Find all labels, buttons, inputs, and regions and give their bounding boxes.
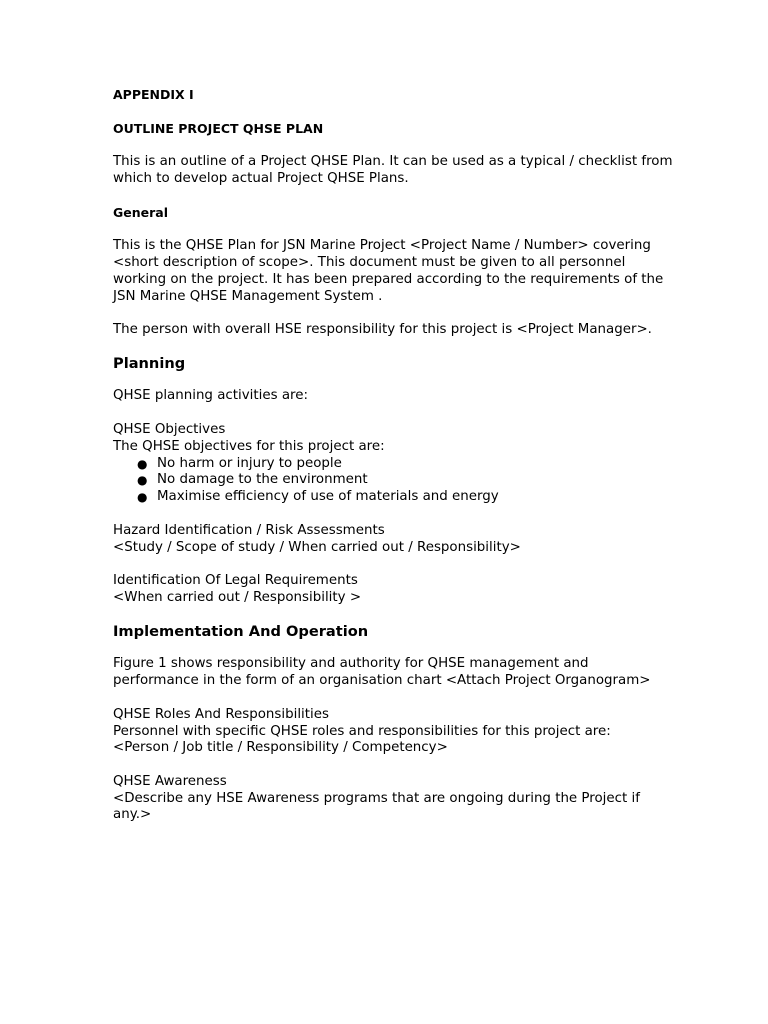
bullet-icon: ● — [137, 473, 148, 488]
list-item-text: No damage to the environment — [157, 472, 368, 488]
list-item — [113, 489, 673, 506]
list-item — [113, 472, 673, 489]
roles-format: <Person / Job title / Responsibility / Competency> — [113, 740, 448, 756]
implementation-paragraph: Figure 1 shows responsibility and authority for QHSE management and performance in the form of an organisation chart <Attach Project Organogram> — [113, 656, 651, 689]
implementation-heading: Implementation And Operation — [113, 622, 369, 640]
list-item-text: No harm or injury to people — [157, 455, 342, 471]
bullet-icon: ● — [137, 456, 148, 471]
objectives-intro: The QHSE objectives for this project are: — [113, 438, 385, 454]
hazard-title: Hazard Identification / Risk Assessments — [113, 522, 385, 538]
list-item — [113, 456, 673, 473]
intro-paragraph: This is an outline of a Project QHSE Plan. It can be used as a typical / checklist from which to develop actual Project QHSE Plans. — [113, 154, 673, 186]
roles-text: Personnel with specific QHSE roles and responsibilities for this project are: — [113, 723, 611, 739]
bullet-icon: ● — [137, 490, 148, 505]
awareness-title: QHSE Awareness — [113, 773, 227, 789]
general-heading: General — [113, 204, 168, 220]
objectives-title: QHSE Objectives — [113, 422, 226, 438]
planning-intro: QHSE planning activities are: — [113, 388, 308, 404]
planning-heading: Planning — [113, 354, 186, 372]
document-body — [113, 87, 673, 824]
appendix-label: APPENDIX I — [113, 87, 194, 102]
legal-text: <When carried out / Responsibility > — [113, 590, 362, 606]
responsibility-paragraph: The person with overall HSE responsibility for this project is <Project Manager>. — [113, 322, 652, 338]
objectives-list — [113, 456, 673, 506]
awareness-text: <Describe any HSE Awareness programs that are ongoing during the Project if any.> — [113, 790, 640, 823]
list-item-text: Maximise efficiency of use of materials and energy — [157, 489, 499, 505]
roles-title: QHSE Roles And Responsibilities — [113, 706, 329, 722]
general-paragraph: This is the QHSE Plan for JSN Marine Project <Project Name / Number> covering <short description of scope>. This document must be given to all personnel working on the project. It has been prepared according to the requirements of the JSN Marine QHSE Management System . — [113, 238, 664, 304]
legal-title: Identification Of Legal Requirements — [113, 573, 358, 589]
document-title: OUTLINE PROJECT QHSE PLAN — [113, 120, 324, 136]
hazard-text: <Study / Scope of study / When carried out / Responsibility> — [113, 539, 521, 555]
